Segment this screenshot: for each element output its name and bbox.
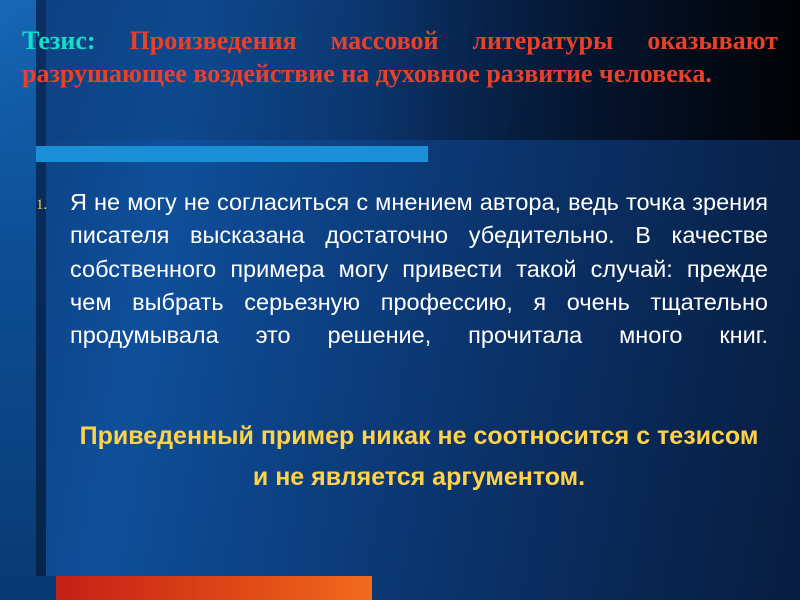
bottom-accent-bar — [56, 576, 372, 600]
conclusion-text: Приведенный пример никак не соотносится с тезисом и не является аргументом. — [79, 422, 759, 491]
title-thesis-text: Произведения массовой литературы оказывают разрушающее воздействие на духовное развитие человека. — [22, 26, 778, 89]
bottom-left-strip — [0, 576, 56, 600]
title-thesis-label: Тезис: — [22, 26, 96, 55]
title-banner — [0, 0, 800, 140]
list-item — [36, 186, 776, 353]
list-item-marker: 1. — [36, 197, 48, 213]
argument-list — [36, 186, 776, 353]
list-item-text: Я не могу не согласиться с мнением автора, ведь точка зрения писателя высказана достаточно убедительно. В качестве собственного примера могу привести такой случай: прежде чем выбрать серьезную профессию, я очень тщательно продумывала это решение, прочитала много книг. — [70, 189, 768, 349]
slide-title — [22, 24, 778, 90]
title-underline-rule — [36, 146, 428, 162]
